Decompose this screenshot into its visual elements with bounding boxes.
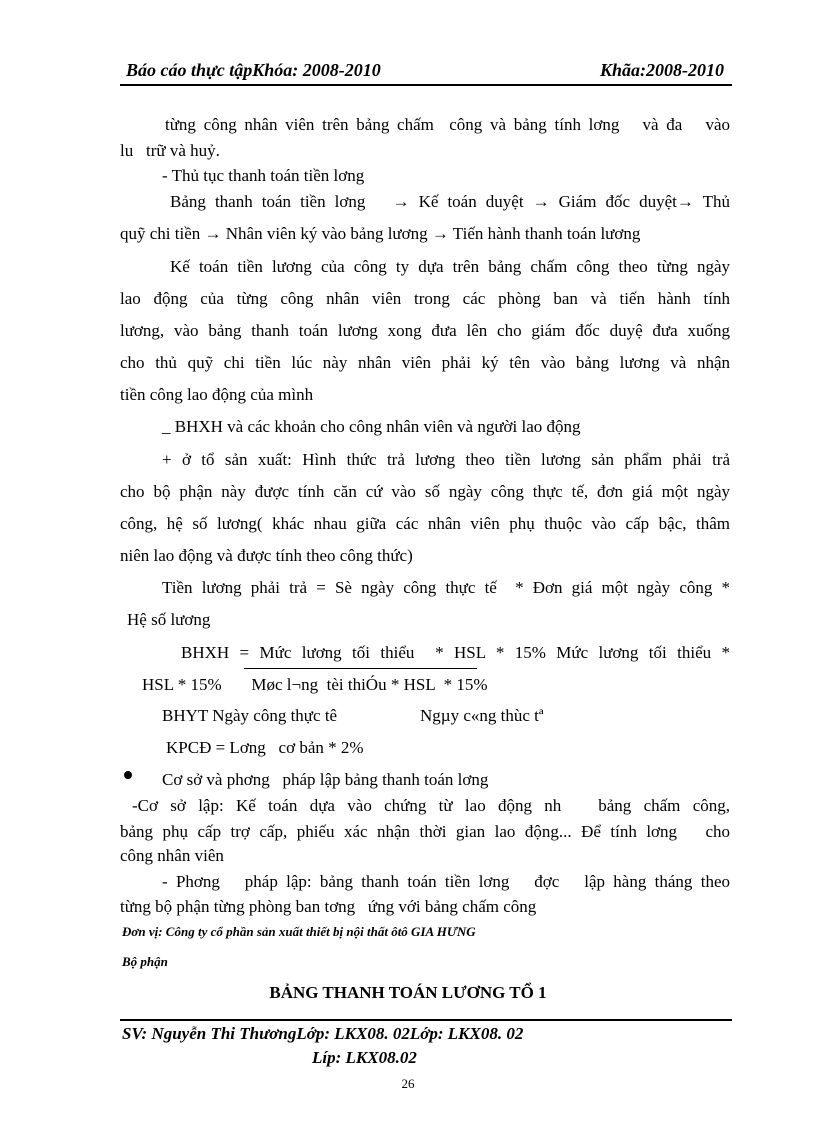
footer-student: SV: Nguyễn Thi ThươngLớp: LKX08. 02Lớp: LKX08. 02 bbox=[122, 1024, 524, 1043]
department-label: Bộ phận bbox=[122, 954, 168, 969]
paragraph-line: - Phơng pháp lập: bảng thanh toán tiền lơng đợc lập hàng tháng theo bbox=[162, 872, 730, 891]
paragraph-line: cho thủ quỹ chi tiền lúc này nhân viên phải ký tên vào bảng lương và nhận bbox=[120, 353, 730, 372]
formula-line: Tiền lương phải trả = Sè ngày công thực tế * Đơn giá một ngày công * bbox=[162, 578, 730, 597]
paragraph-line: từng công nhân viên trên bảng chấm công và bảng tính lơng và đa vào bbox=[165, 115, 730, 134]
header-right: Khãa:2008-2010 bbox=[599, 60, 724, 80]
paragraph-line: + ở tổ sản xuất: Hình thức trả lương theo tiền lương sản phẩm phải trả bbox=[162, 450, 730, 469]
paragraph-line: Kế toán tiền lương của công ty dựa trên bảng chấm công theo từng ngày bbox=[170, 257, 730, 276]
paragraph-line: từng bộ phận từng phòng ban tơng ứng với bảng chấm công bbox=[120, 897, 537, 916]
footer-rule bbox=[120, 1019, 732, 1021]
paragraph-line: niên lao động và được tính theo công thức) bbox=[120, 546, 413, 565]
paragraph-line: Cơ sở và phơng pháp lập bảng thanh toán lơng bbox=[162, 770, 489, 789]
formula-line: Hệ số lương bbox=[127, 610, 211, 629]
table-title: BẢNG THANH TOÁN LƯƠNG TỔ 1 bbox=[269, 983, 547, 1002]
formula-line: KPCĐ = Lơng cơ bản * 2% bbox=[166, 738, 364, 757]
formula-line: Ngµy c«ng thùc tª bbox=[420, 706, 544, 725]
fraction-bar bbox=[244, 668, 477, 669]
paragraph-line: lao động của từng công nhân viên trong các phòng ban và tiến hành tính bbox=[120, 289, 730, 308]
paragraph-line: tiền công lao động của mình bbox=[120, 385, 314, 404]
paragraph-line: lương, vào bảng thanh toán lương xong đưa lên cho giám đốc duyệ đưa xuống bbox=[120, 321, 730, 340]
paragraph-line: bảng phụ cấp trợ cấp, phiếu xác nhận thời gian lao động... Để tính lơng cho bbox=[120, 822, 730, 841]
unit-label: Đơn vị: Công ty cổ phần sản xuất thiết bị nội thất ôtô GIA HƯNG bbox=[122, 924, 476, 939]
formula-line: HSL * 15% Møc l¬ng tèi thiÓu * HSL * 15% bbox=[142, 675, 488, 694]
footer-class: Líp: LKX08.02 bbox=[312, 1048, 417, 1067]
page-number: 26 bbox=[401, 1076, 415, 1091]
paragraph-line: lu trữ và huỷ. bbox=[120, 141, 220, 160]
formula-line: BHXH = Mức lương tối thiểu * HSL * 15% Mức lương tối thiểu * bbox=[181, 643, 730, 662]
paragraph-line: _ BHXH và các khoản cho công nhân viên và người lao động bbox=[162, 417, 581, 436]
paragraph-line: công nhân viên bbox=[120, 846, 224, 865]
formula-line: BHYT Ngày công thực tê bbox=[162, 706, 338, 725]
header-left: Báo cáo thực tậpKhóa: 2008-2010 bbox=[126, 60, 381, 80]
paragraph-line: công, hệ số lương( khác nhau giữa các nhân viên phụ thuộc vào cấp bậc, thâm bbox=[120, 514, 730, 533]
paragraph-line: cho bộ phận này được tính căn cứ vào số ngày công thực tế, đơn giá một ngày bbox=[120, 482, 730, 501]
bullet-icon bbox=[124, 771, 132, 779]
paragraph-line: -Cơ sở lập: Kế toán dựa vào chứng từ lao động nh bảng chấm công, bbox=[132, 796, 730, 815]
paragraph-line: Bảng thanh toán tiền lơng → Kế toán duyệt → Giám đốc duyệt→ Thủ bbox=[170, 192, 730, 211]
paragraph-line: quỹ chi tiền → Nhân viên ký vào bảng lương → Tiến hành thanh toán lương bbox=[120, 224, 641, 243]
header-rule bbox=[120, 84, 732, 86]
paragraph-line: - Thủ tục thanh toán tiền lơng bbox=[162, 166, 365, 185]
